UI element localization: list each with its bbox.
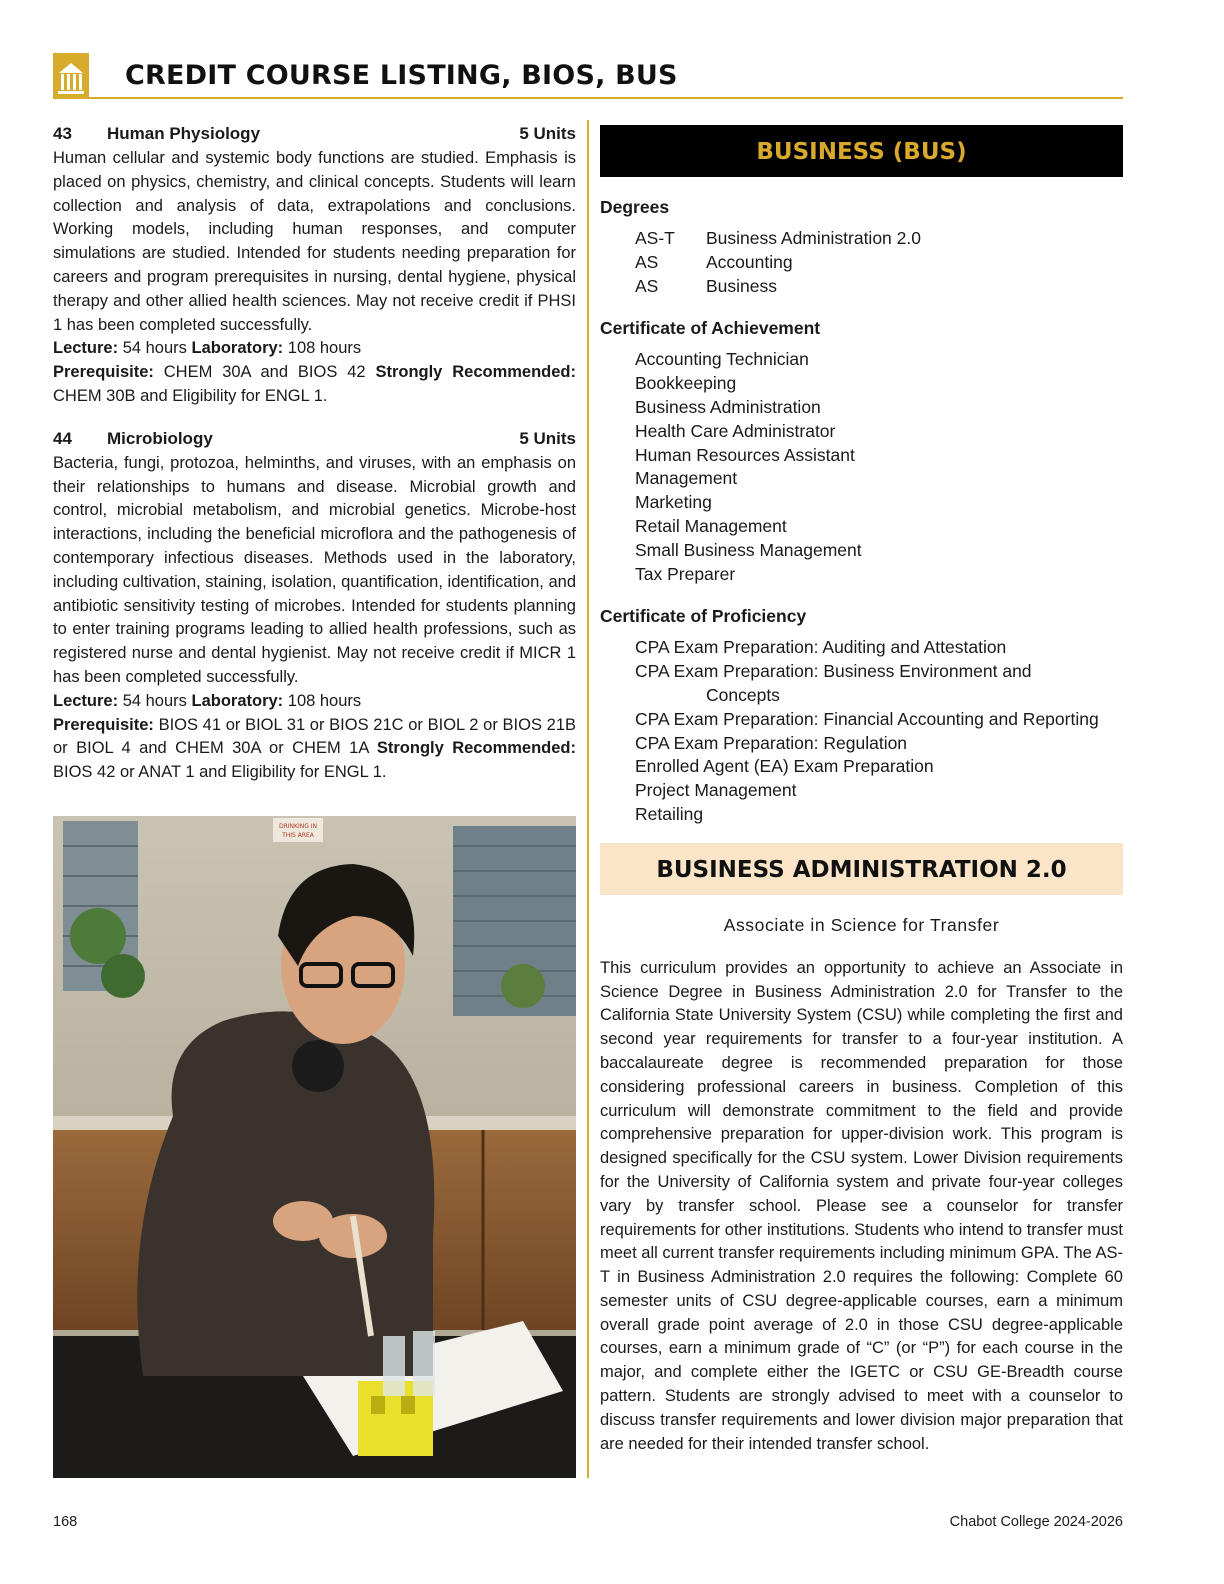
certificate-item: Management (635, 468, 738, 489)
certificate-item: CPA Exam Preparation: Regulation (635, 732, 908, 753)
svg-text:THIS AREA: THIS AREA (282, 832, 314, 839)
program-subtitle: Associate in Science for Transfer (723, 914, 1000, 935)
course-description: Bacteria, fungi, protozoa, helminths, and viruses, with an emphasis on their relationships to humans and disease. Microbial growth and control, microbial metabolism, and microbial genetics. Microbe-host interactions, including the beneficial microflora and the pathogenesis of contemporary infectious diseases. Methods used in the laboratory, including cultivation, staining, isolation, quantification, identification, and antibiotic sensitivity testing of microbes. Intended for students planning to enter training programs leading to allied health professions, such as registered nurse and dental hygienist. May not receive credit if MICR 1 has been completed successfully. (53, 453, 576, 686)
degree-item: AS Accounting (635, 251, 793, 272)
certificate-item: Health Care Administrator (635, 420, 836, 441)
course-units: 5 Units (519, 428, 576, 448)
certificate-item: Enrolled Agent (EA) Exam Preparation (635, 756, 934, 777)
certificate-item: CPA Exam Preparation: Auditing and Attestation (635, 637, 1007, 658)
certificate-item: CPA Exam Preparation: Financial Accounting and Reporting (635, 708, 1099, 729)
course-entry-43 (53, 122, 576, 409)
course-prerequisites: Prerequisite: CHEM 30A and BIOS 42 Strongly Recommended: CHEM 30B and Eligibility for ENGL 1. (53, 363, 576, 405)
program-banner: BUSINESS ADMINISTRATION 2.0 (600, 843, 1123, 895)
course-hours: Lecture: 54 hours Laboratory: 108 hours (53, 691, 362, 710)
svg-text:DRINKING IN: DRINKING IN (278, 823, 318, 830)
proficiency-list (600, 636, 1123, 826)
course-listing (53, 122, 576, 803)
course-units: 5 Units (519, 124, 576, 143)
publication-name: Chabot College 2024-2026 (949, 1514, 1123, 1530)
course-name: Microbiology (107, 428, 213, 448)
page-number: 168 (53, 1514, 78, 1530)
page-title: CREDIT COURSE LISTING, BIOS, BUS (125, 60, 678, 91)
degree-item: AS-T Business Administration 2.0 (635, 228, 921, 248)
achievement-heading: Certificate of Achievement (600, 318, 821, 339)
degrees-heading: Degrees (600, 197, 670, 217)
certificate-item: Retailing (635, 803, 704, 824)
proficiency-heading: Certificate of Proficiency (600, 606, 807, 627)
course-name: Human Physiology (107, 124, 261, 143)
certificate-item: CPA Exam Preparation: Business Environment and Concepts (635, 661, 1032, 705)
degrees-list (600, 227, 1123, 298)
degree-item: AS Business (635, 275, 778, 296)
certificate-item: Project Management (635, 780, 797, 801)
certificate-item: Marketing (635, 492, 712, 513)
course-heading (53, 122, 576, 145)
achievement-list (600, 348, 1123, 586)
certificate-item: Business Administration (635, 396, 821, 417)
college-logo (53, 53, 89, 97)
course-number: 44 (53, 428, 72, 448)
course-heading (53, 427, 576, 450)
business-section (600, 125, 1123, 1456)
section-banner: BUSINESS (BUS) (600, 125, 1123, 177)
certificate-item: Tax Preparer (635, 563, 736, 584)
course-number: 43 (53, 124, 72, 143)
column-divider (587, 120, 589, 1478)
certificate-item: Bookkeeping (635, 373, 737, 394)
student-lab-photo (53, 816, 576, 1478)
certificate-item: Human Resources Assistant (635, 444, 855, 465)
course-description: Human cellular and systemic body functions are studied. Emphasis is placed on physics, chemistry, and clinical concepts. Students will learn collection and analysis of data, extrapolations and conclusions. Working models, including human responses, and computer simulations are studied. Intended for students needing preparation for careers and program prerequisites in nursing, dental hygiene, physical therapy and other allied health sciences. May not receive credit if PHSI 1 has been completed successfully. (53, 149, 576, 334)
certificate-item: Accounting Technician (635, 349, 809, 370)
course-entry-44 (53, 427, 576, 785)
title-divider (53, 97, 1123, 99)
certificate-item: Small Business Management (635, 539, 862, 560)
program-description: This curriculum provides an opportunity to achieve an Associate in Science Degree in Business Administration 2.0 for Transfer to the California State University System (CSU) while completing the first and second year requirements for transfer to a four-year institution. A baccalaureate degree is recommended preparation for those considering professional careers in business. Completion of this curriculum will demonstrate commitment to the field and provide comprehensive preparation for upper-division work. This program is designed specifically for the CSU system. Lower Division requirements for the University of California system and private four-year colleges vary by transfer school. Please see a counselor for transfer requirements for other institutions. Students who intend to transfer must meet all current transfer requirements including minimum GPA. The AS-T in Business Administration 2.0 requires the following: Complete 60 semester units of CSU degree-applicable courses, earn a minimum overall grade point average of 2.0 in those CSU degree-applicable courses, earn a minimum grade of “C” (or “P”) for each course in the major, and complete either the IGETC or CSU GE-Breadth course pattern. Students are strongly advised to meet with a counselor to discuss transfer requirements and lower division major preparation that are needed for their intended transfer school. (600, 958, 1124, 1453)
certificate-item: Retail Management (635, 515, 787, 536)
course-hours: Lecture: 54 hours Laboratory: 108 hours (53, 339, 362, 358)
course-prerequisites: Prerequisite: BIOS 41 or BIOL 31 or BIOS 21C or BIOL 2 or BIOS 21B or BIOL 4 and CHEM 30A or CHEM 1A Strongly Recommended: BIOS 42 or ANAT 1 and Eligibility for ENGL 1. (53, 715, 576, 782)
